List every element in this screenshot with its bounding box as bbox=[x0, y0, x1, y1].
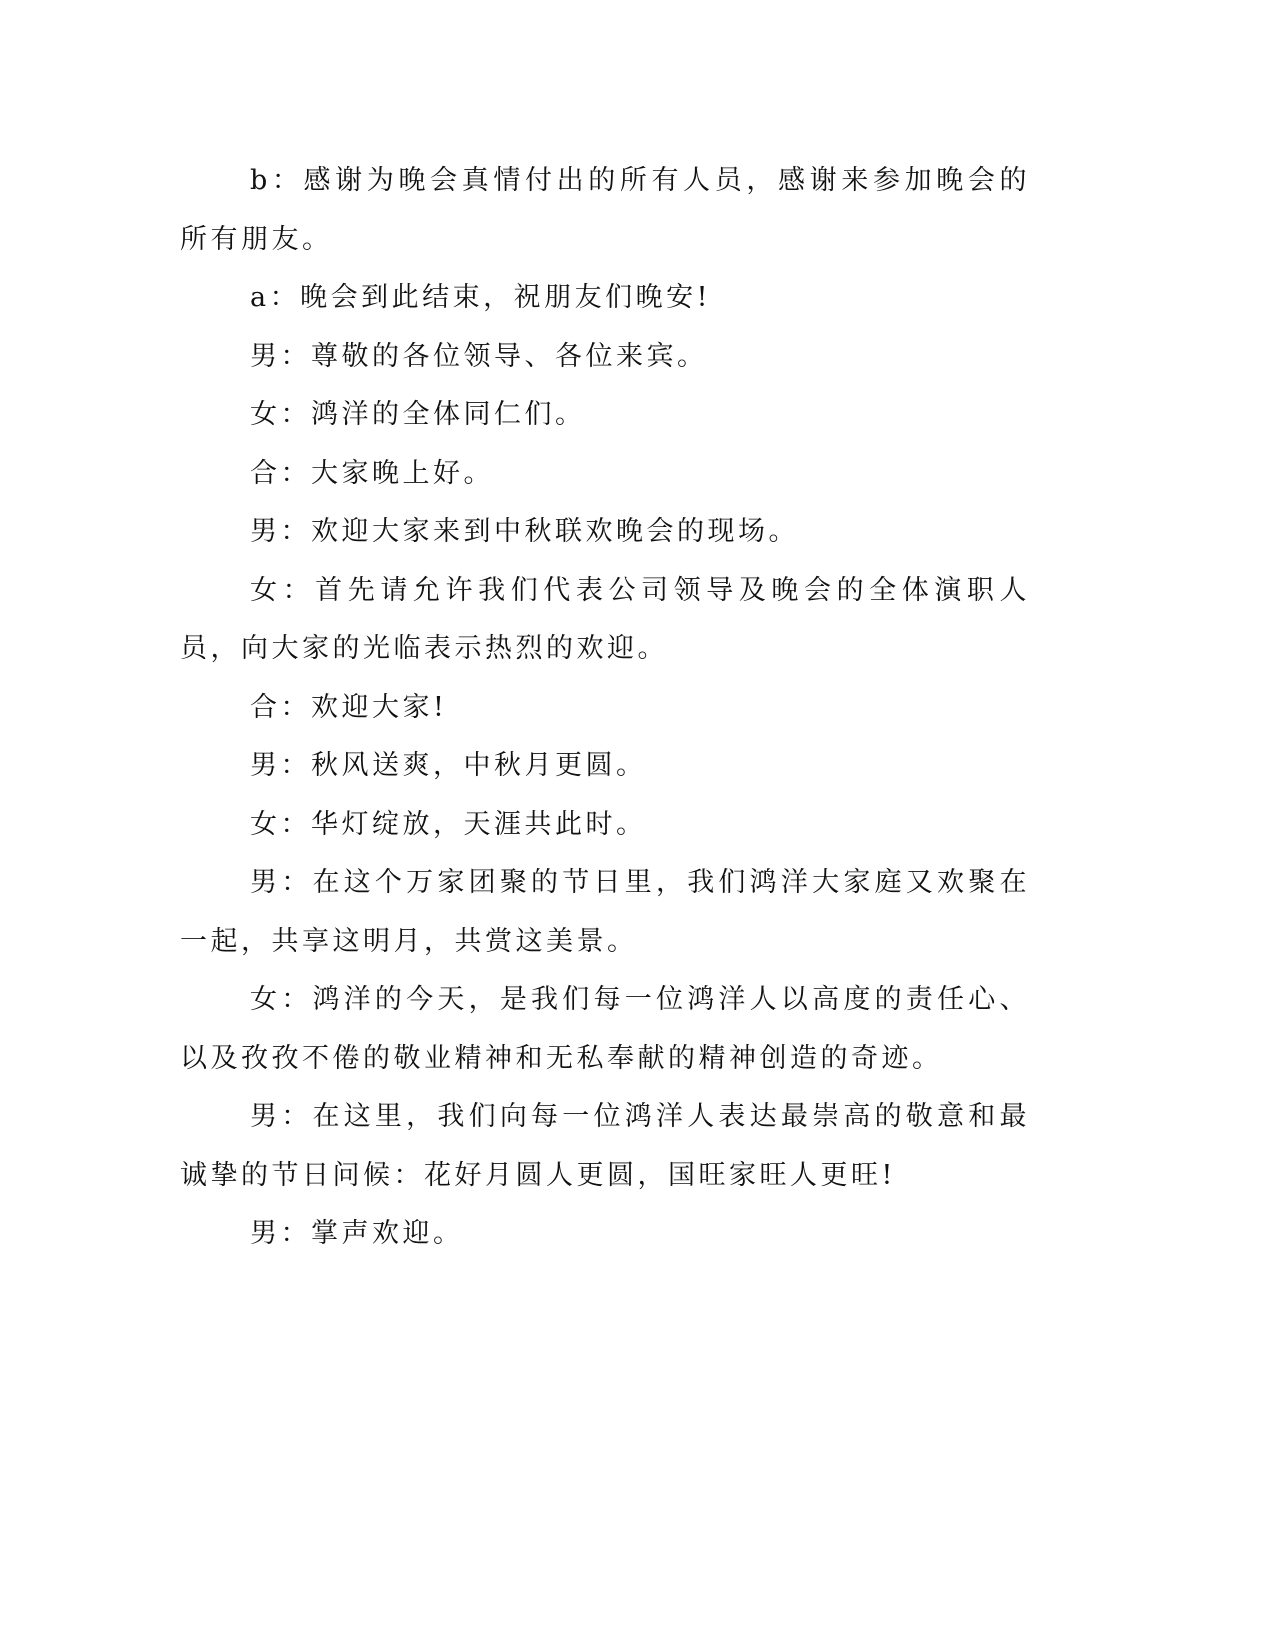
paragraph-11: 男：在这个万家团聚的节日里，我们鸿洋大家庭又欢聚在一起，共享这明月，共赏这美景。 bbox=[180, 867, 1030, 957]
document-body bbox=[180, 152, 1030, 1264]
paragraph-8: 合：欢迎大家! bbox=[250, 691, 448, 723]
paragraph-5: 合：大家晚上好。 bbox=[250, 457, 494, 489]
paragraph-12: 女：鸿洋的今天，是我们每一位鸿洋人以高度的责任心、以及孜孜不倦的敬业精神和无私奉献的精神创造的奇迹。 bbox=[180, 984, 1030, 1074]
paragraph-6: 男：欢迎大家来到中秋联欢晚会的现场。 bbox=[250, 516, 799, 547]
paragraph-3: 男：尊敬的各位领导、各位来宾。 bbox=[250, 340, 708, 372]
paragraph-7: 女：首先请允许我们代表公司领导及晚会的全体演职人员，向大家的光临表示热烈的欢迎。 bbox=[180, 574, 1030, 664]
paragraph-4: 女：鸿洋的全体同仁们。 bbox=[250, 399, 586, 430]
paragraph-2: a：晚会到此结束，祝朋友们晚安! bbox=[250, 282, 711, 313]
paragraph-14: 男：掌声欢迎。 bbox=[250, 1218, 464, 1249]
paragraph-1: b：感谢为晚会真情付出的所有人员，感谢来参加晚会的所有朋友。 bbox=[180, 165, 1030, 255]
paragraph-13: 男：在这里，我们向每一位鸿洋人表达最崇高的敬意和最诚挚的节日问候：花好月圆人更圆，国旺家旺人更旺! bbox=[180, 1101, 1030, 1191]
paragraph-10: 女：华灯绽放，天涯共此时。 bbox=[250, 808, 647, 840]
paragraph-9: 男：秋风送爽，中秋月更圆。 bbox=[250, 750, 647, 781]
